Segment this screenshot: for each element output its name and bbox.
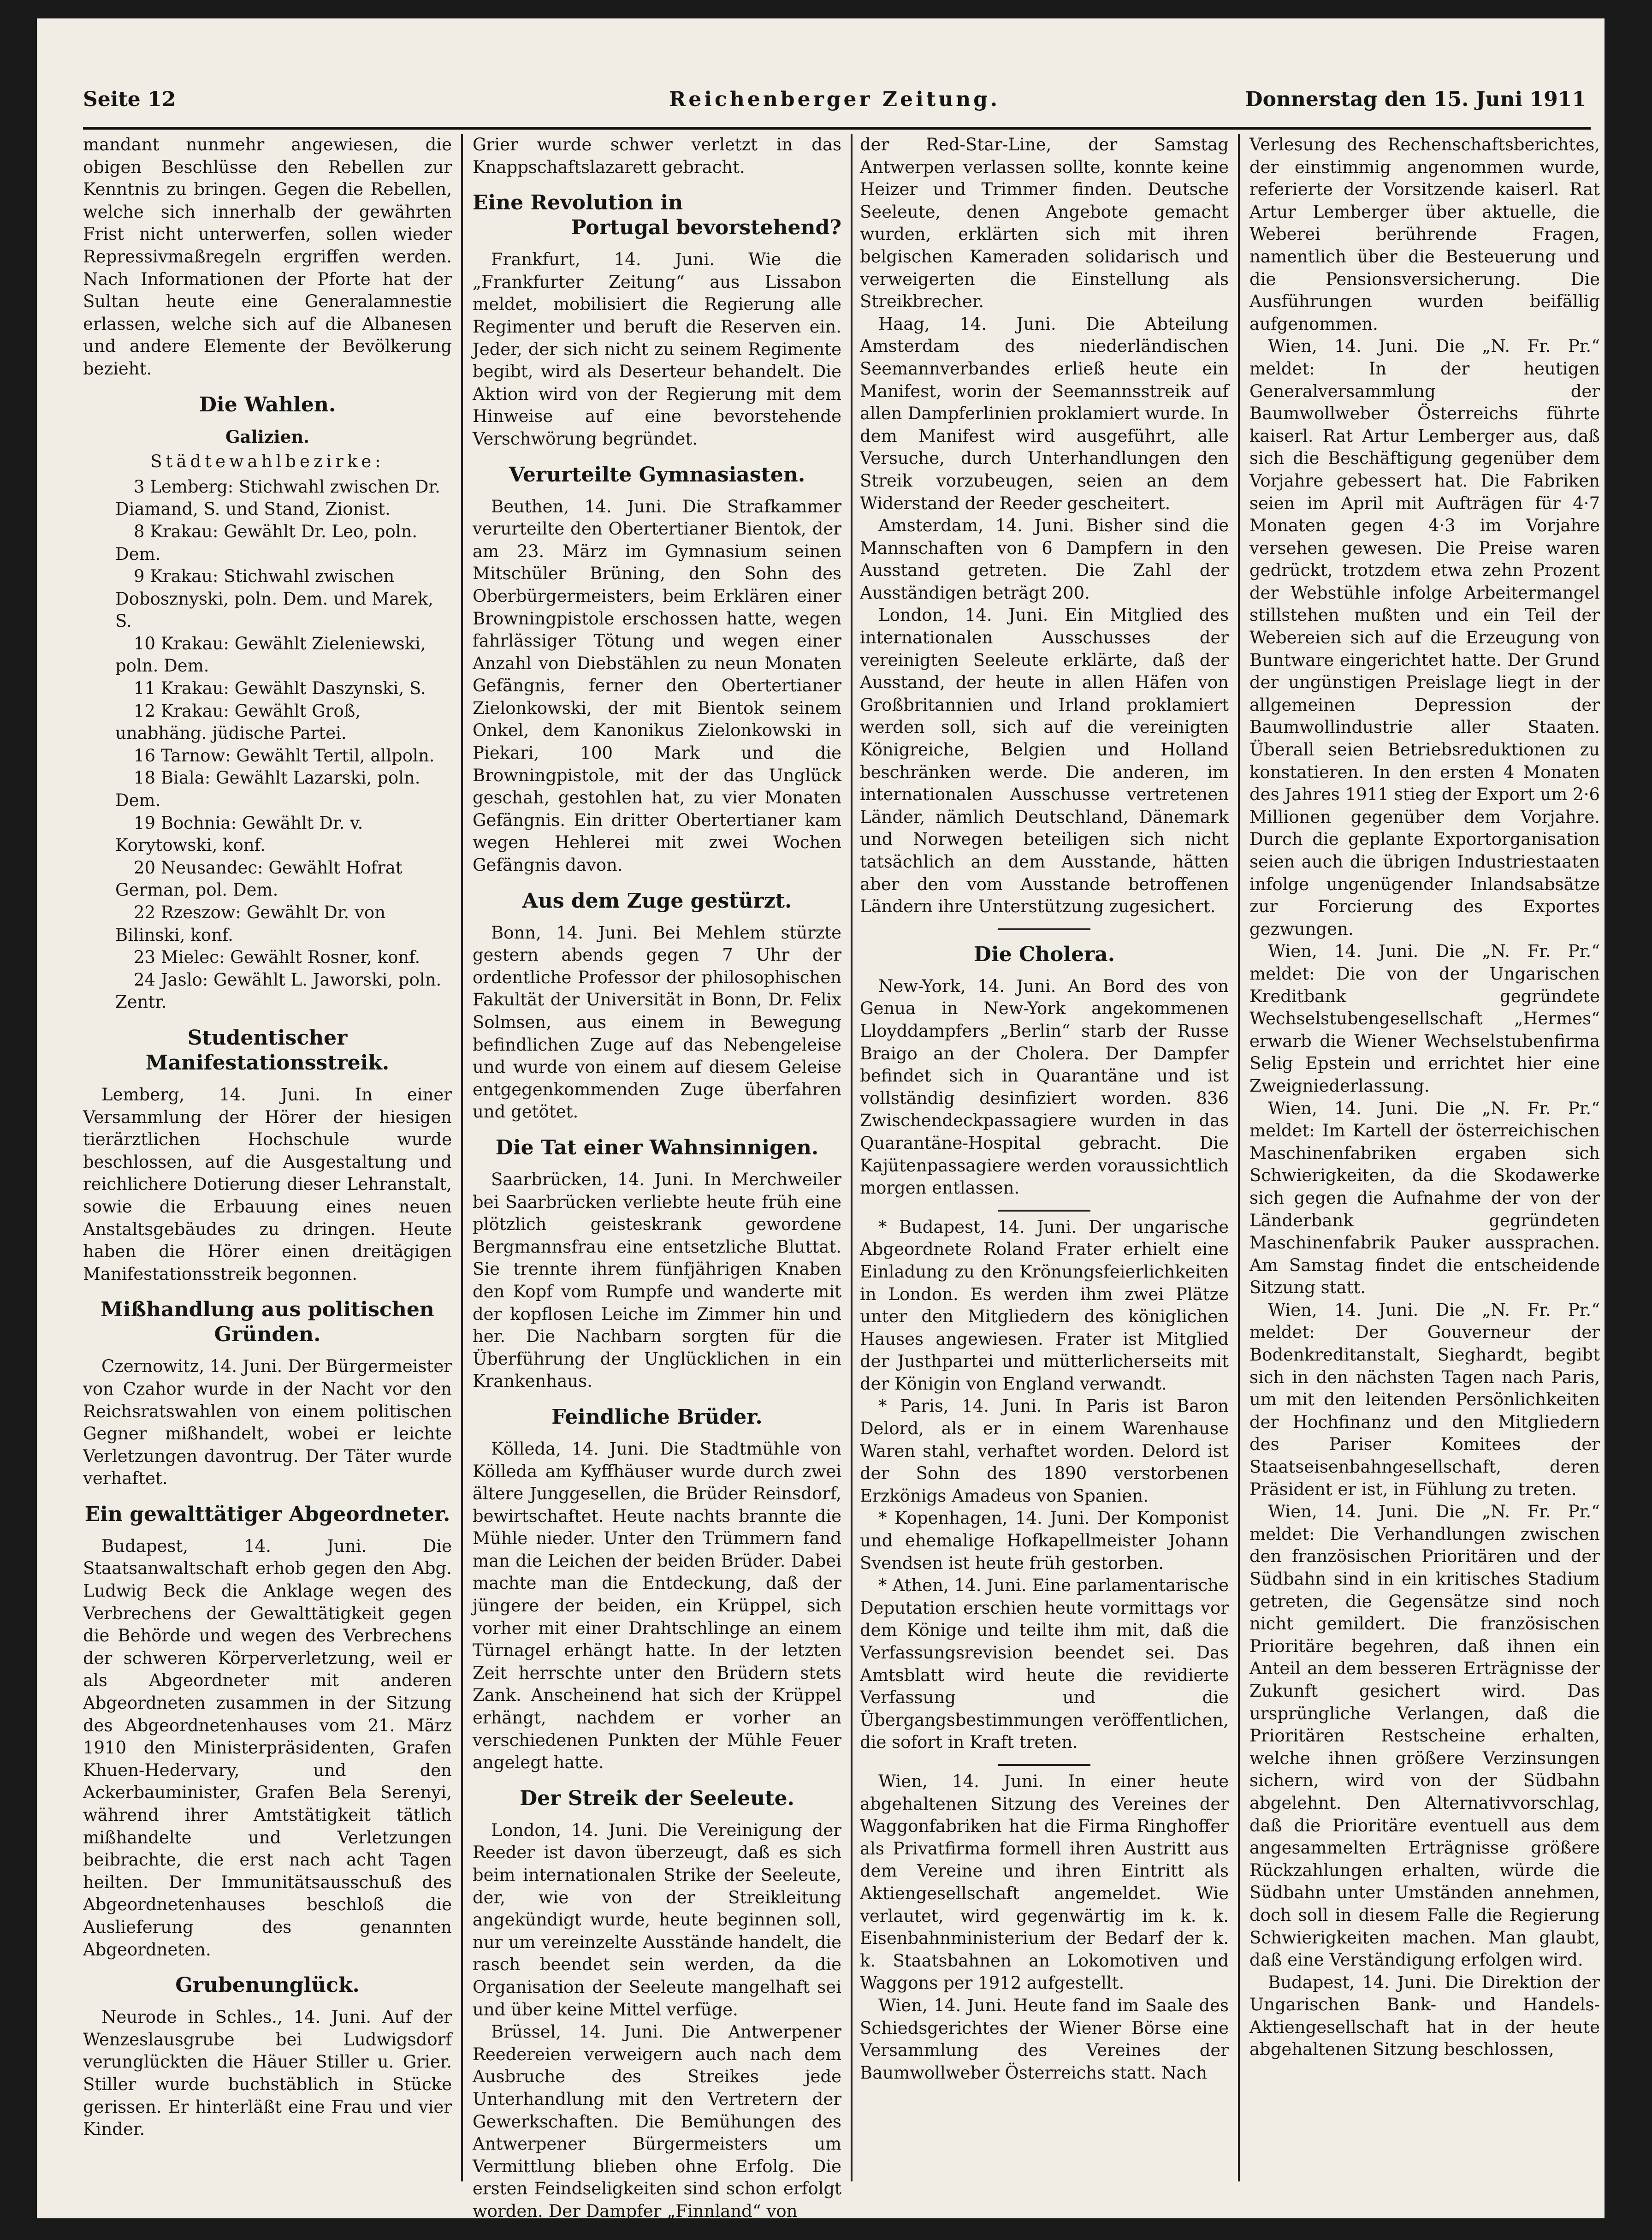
news-item: Wien, 14. Juni. Heute fand im Saale des Schiedsgerichtes der Wiener Börse eine Versammlung des Vereines der Baumwollweber Österreichs statt. Nach [860,1995,1229,2083]
section-rule [998,1210,1090,1212]
article-body: Czernowitz, 14. Juni. Der Bürgermeister von Czahor wurde in der Nacht vor den Reichsratswahlen von einem politischen Gegner mißhandelt, wobei er leichte Verletzungen davontrug. Der Täter wurde verhaftet. [83,1356,452,1489]
column-divider [851,134,853,2181]
election-entry: 22 Rzeszow: Gewählt Dr. von Bilinski, konf. [115,903,386,945]
column-1 [83,134,452,2181]
election-entry: 24 Jaslo: Gewählt L. Jaworski, poln. Zentr. [115,969,442,1012]
page-number: Seite 12 [83,88,176,111]
headline-abgeordneter: Ein gewalttätiger Abgeordneter. [84,1502,450,1526]
news-item: Budapest, 14. Juni. Die Direktion der Ungarischen Bank- und Handels-Aktiengesellschaft hat in der heute abgehaltenen Sitzung beschlossen, [1249,1972,1600,2060]
headline-grubenunglueck: Grubenunglück. [175,1973,360,1997]
article-body: Beuthen, 14. Juni. Die Strafkammer verurteilte den Obertertianer Bientok, der am 23. März im Gymnasium seinen Mitschüler Brüning, den Sohn des Oberbürgermeisters, beim Erklären einer Browningpistole erschossen hatte, wegen fahrlässiger Tötung und wegen einer Anzahl von Diebstählen zu neun Monaten Gefängnis, ferner den Obertertianer Zielonkowski, der mit Bientok seinem Onkel, dem Kanonikus Zielonkowski in Piekari, 100 Mark und die Browningpistole, mit der das Unglück geschah, gestohlen hat, zu vier Monaten Gefängnis. Ein dritter Obertertianer kam wegen Hehlerei mit zwei Wochen Gefängnis davon. [473,496,841,875]
column-2 [473,134,841,2221]
election-entry: 18 Biala: Gewählt Lazarski, poln. Dem. [115,768,420,811]
article-body: Brüssel, 14. Juni. Die Antwerpener Reedereien verweigern auch nach dem Ausbruche des Streikes jede Unterhandlung mit den Vertretern der Gewerkschaften. Die Bemühungen des Antwerpener Bürgermeisters um Vermittlung blieben ohne Erfolg. Die ersten Feindseligkeiten sind schon erfolgt worden. Der Dampfer „Finnland“ von [473,2022,841,2221]
news-item: * Budapest, 14. Juni. Der ungarische Abgeordnete Roland Frater erhielt eine Einladung zu den Krönungsfeierlichkeiten in London. Es werden ihm zwei Plätze unter den Mitgliedern des königlichen Hauses angewiesen. Frater ist Mitglied der Justhpartei und mütterlicherseits mit der Königin von England verwandt. [860,1217,1229,1394]
election-entry: 12 Krakau: Gewählt Groß, unabhäng. jüdische Partei. [115,701,361,743]
headline-zug: Aus dem Zuge gestürzt. [522,889,792,913]
headline-gymnasiasten: Verurteilte Gymnasiasten. [509,463,805,487]
subhead-galizien: Galizien. [225,426,310,447]
election-entry: 19 Bochnia: Gewählt Dr. v. Korytowski, konf. [115,813,363,856]
column-4 [1249,134,1600,2181]
article-body: Lemberg, 14. Juni. In einer Versammlung der Hörer der hiesigen tierärztlichen Hochschule wurde beschlossen, auf die Ausgestaltung und reichlichere Dotierung dieser Lehranstalt, sowie die Erbauung eines neuen Anstaltsgebäudes zu dringen. Heute haben die Hörer einen dreitägigen Manifestationsstreik begonnen. [83,1084,452,1284]
article-body: Bonn, 14. Juni. Bei Mehlem stürzte gestern abends gegen 7 Uhr der ordentliche Professor der philosophischen Fakultät der Universität in Bonn, Dr. Felix Solmsen, aus einem in Bewegung befindlichen Zuge auf das Nebengeleise und wurde von einem auf diesem Geleise entgegenkommenden Zuge überfahren und getötet. [473,922,841,1122]
headline-cholera: Die Cholera. [973,942,1115,966]
headline-manifestationsstreik: Studentischer Manifestationsstreik. [145,1026,390,1075]
headline-brueder: Feindliche Brüder. [551,1405,763,1429]
column-3 [860,134,1229,2181]
election-entry: 23 Mielec: Gewählt Rosner, konf. [134,947,420,968]
masthead-title: Reichenberger Zeitung. [669,88,1001,111]
article-body: Budapest, 14. Juni. Die Staatsanwaltschaft erhob gegen den Abg. Ludwig Beck die Anklage wegen des Verbrechens der Gewalttätigkeit gegen die Behörde und wegen des Verbrechens der schweren Körperverletzung, weil er als Abgeordneter mit anderen Abgeordneten zusammen in der Sitzung des Abgeordnetenhauses vom 21. März 1910 den Ministerpräsidenten, Grafen Khuen-Hedervary, und den Ackerbauminister, Grafen Bela Serenyi, während ihrer Amtstätigkeit tätlich mißhandelte und Verletzungen beibrachte, die erst nach acht Tagen heilten. Der Immunitätsausschuß des Abgeordnetenhauses beschloß die Auslieferung des genannten Abgeordneten. [83,1536,452,1960]
election-entry: 3 Lemberg: Stichwahl zwischen Dr. Diamand, S. und Stand, Zionist. [115,476,440,519]
news-item: * Athen, 14. Juni. Eine parlamentarische Deputation erschien heute vormittags vor dem Könige und teilte ihm mit, daß die Verfassungsrevision beendet sei. Das Amtsblatt wird heute die revidierte Verfassung und die Übergangsbestimmungen veröffentlichen, die sofort in Kraft treten. [860,1575,1229,1753]
article-body: London, 14. Juni. Ein Mitglied des internationalen Ausschusses der vereinigten Seeleute erklärte, daß der Ausstand, der heute in allen Häfen von Großbritannien und Irland proklamiert werden soll, sich auf die vereinigten Königreiche, Belgien und Holland beschränken werde. Die anderen, im internationalen Ausschusse vertretenen Länder, nämlich Deutschland, Dänemark und Norwegen beteiligen sich nicht tatsächlich an dem Ausstande, hätten aber den vom Ausstande betroffenen Ländern ihre Unterstützung zugesichert. [860,605,1229,917]
running-header [83,88,1586,125]
article-continuation: der Red-Star-Line, der Samstag Antwerpen verlassen sollte, konnte keine Heizer und Trimmer finden. Deutsche Seeleute, denen Angebote gemacht wurden, erklärten sich mit ihren belgischen Kameraden solidarisch und verweigerten die Einstellung als Streikbrecher. [860,135,1229,312]
article-body: Saarbrücken, 14. Juni. In Merchweiler bei Saarbrücken verliebte heute früh eine plötzlich geisteskrank gewordene Bergmannsfrau eine entsetzliche Bluttat. Sie trennte ihrem fünfjährigen Knaben den Kopf vom Rumpfe und wanderte mit der kopflosen Leiche im Zimmer hin und her. Die Nachbarn sorgten für die Überführung der Unglücklichen in ein Krankenhaus. [473,1169,841,1391]
headline-seeleute: Der Streik der Seeleute. [520,1786,794,1810]
article-continuation: Verlesung des Rechenschaftsberichtes, der einstimmig angenommen wurde, referierte der Vorsitzende kaiserl. Rat Artur Lemberger über aktuelle, die Weberei berührende Fragen, namentlich über die Besteuerung und die Pensionsversicherung. Die Ausführungen wurden beifällig aufgenommen. [1249,135,1600,334]
newspaper-page [37,18,1605,2221]
headline-wahlen: Die Wahlen. [199,392,336,416]
article-body: London, 14. Juni. Die Vereinigung der Reeder ist davon überzeugt, daß es sich beim internationalen Strike der Seeleute, der, wie von der Streikleitung angekündigt wurde, heute beginnen soll, nur um vereinzelte Ausstände handelt, die rasch beendet sein werden, da die Organisation der Seeleute mangelhaft sei und über keine Mittel verfüge. [473,1820,841,2020]
section-rule [998,1764,1090,1766]
news-item: Wien, 14. Juni. Die „N. Fr. Pr.“ meldet: Die Verhandlungen zwischen den französischen Prioritären und der Südbahn sind in ein kritisches Stadium getreten, die Gegensätze sind noch nicht gemildert. Die französischen Prioritäre begehren, daß ihnen ein Anteil an dem besseren Erträgnisse der Zukunft gesichert wird. Das ursprüngliche Verlangen, daß die Prioritären Restscheine erhalten, welche ihnen größere Verzinsungen sichern, wird von der Südbahn abgelehnt. Den Alternativvorschlag, daß die Prioritäre eventuell aus dem angesammelten Erträgnisse größere Rückzahlungen erhalten, würde die Südbahn unter Umständen annehmen, doch soll in diesem Falle die Regierung Schwierigkeiten machen. Man glaubt, daß eine Verständigung erfolgen wird. [1249,1502,1600,1970]
headline-revolution-line1: Eine Revolution in [473,191,683,215]
headline-revolution-line2: Portugal bevorstehend? [571,216,841,240]
headline-misshandlung: Mißhandlung aus politischen Gründen. [101,1298,434,1347]
election-entry: 11 Krakau: Gewählt Daszynski, S. [134,678,426,699]
article-body: Amsterdam, 14. Juni. Bisher sind die Mannschaften von 6 Dampfern in den Ausstand getreten. Die Zahl der Ausständigen beträgt 200. [860,516,1229,603]
headline-wahnsinnige: Die Tat einer Wahnsinnigen. [495,1135,819,1159]
election-entry: 20 Neusandec: Gewählt Hofrat German, pol. Dem. [115,857,403,900]
header-rule [83,127,1591,130]
election-entry: 9 Krakau: Stichwahl zwischen Dobosznyski, poln. Dem. und Marek, S. [115,566,434,631]
column-divider [461,134,463,2181]
news-item: * Kopenhagen, 14. Juni. Der Komponist und ehemalige Hofkapellmeister Johann Svendsen ist heute früh gestorben. [860,1508,1229,1573]
news-item: Wien, 14. Juni. Die „N. Fr. Pr.“ meldet: Die von der Ungarischen Kreditbank gegründete Wechselstubengesellschaft „Hermes“ erwarb die Wiener Wechselstubenfirma Selig Epstein und errichtet hier eine Zweigniederlassung. [1249,941,1600,1096]
article-continuation: Grier wurde schwer verletzt in das Knappschaftslazarett gebracht. [473,135,841,177]
news-item: Wien, 14. Juni. In einer heute abgehaltenen Sitzung des Vereines der Waggonfabriken hat die Firma Ringhoffer als Privatfirma formell ihren Austritt aus dem Vereine und ihren Eintritt als Aktiengesellschaft angemeldet. Wie verlautet, wird gegenwärtig im k. k. Eisenbahnministerium der Bedarf der k. k. Staatsbahnen an Lokomotiven und Waggons per 1912 aufgestellt. [860,1771,1229,1993]
subhead-staedte: Städtewahlbezirke: [150,452,385,472]
article-body: Haag, 14. Juni. Die Abteilung Amsterdam des niederländischen Seemannverbandes erließ heute ein Manifest, worin der Seemannsstreik auf allen Dampferlinien proklamiert wurde. In dem Manifest wird ausgeführt, alle Versuche, durch Unterhandlungen den Streik vorzubeugen, seien an dem Widerstand der Reeder gescheitert. [860,314,1229,513]
article-body: Kölleda, 14. Juni. Die Stadtmühle von Kölleda am Kyffhäuser wurde durch zwei ältere Junggesellen, die Brüder Reinsdorf, bewirtschaftet. Heute nachts brannte die Mühle nieder. Unter den Trümmern fand man die Leichen der beiden Brüder. Dabei machte man die Entdeckung, daß der jüngere der beiden, ein Krüppel, sich vorher mit einer Drahtschlinge an einem Türnagel erhängt hatte. In der letzten Zeit herrschte unter den Brüdern stets Zank. Anscheinend hat sich der Krüppel erhängt, nachdem er vorher an verschiedenen Punkten der Mühle Feuer angelegt hatte. [473,1438,841,1773]
article-body: New-York, 14. Juni. An Bord des von Genua in New-York angekommenen Lloyddampfers „Berlin“ starb der Russe Braigo an der Cholera. Der Dampfer befindet sich in Quarantäne und ist vollständig desinfiziert worden. 836 Zwischendeckpassagiere wurden in das Quarantäne-Hospital gebracht. Die Kajütenpassagiere werden voraussichtlich morgen entlassen. [860,976,1229,1198]
issue-date: Donnerstag den 15. Juni 1911 [1245,88,1586,111]
election-entry: 10 Krakau: Gewählt Zieleniewski, poln. Dem. [115,633,426,676]
news-item: Wien, 14. Juni. Die „N. Fr. Pr.“ meldet: In der heutigen Generalversammlung der Baumwollweber Österreichs führte kaiserl. Rat Artur Lemberger aus, daß sich die Beschäftigung gegenüber dem Vorjahre gebessert hat. Die Fabriken seien im April mit Aufträgen für 4·7 Monaten gegen 4·3 im Vorjahre versehen gewesen. Die Preise waren gedrückt, trotzdem etwa zehn Prozent der Webstühle infolge Arbeitermangel stillstehen mußten und ein Teil der Webereien sich auf die Erzeugung von Buntware eingerichtet hatte. Der Grund der ungünstigen Preislage liegt in der allgemeinen Depression der Baumwollindustrie aller Staaten. Überall seien Betriebsreduktionen zu konstatieren. In den ersten 4 Monaten des Jahres 1911 stieg der Export um 2·6 Millionen gegenüber dem Vorjahre. Durch die geplante Exportorganisation seien auch die übrigen Industriestaaten infolge ungenügender Inlandsabsätze zur Forcierung des Exportes gezwungen. [1249,336,1600,939]
article-continuation: mandant nunmehr angewiesen, die obigen Beschlüsse den Rebellen zur Kenntnis zu bringen. Gegen die Rebellen, welche sich innerhalb der gewährten Frist nicht unterwerfen, sollen wieder Repressivmaßregeln ergriffen werden. Nach Informationen der Pforte hat der Sultan heute eine Generalamnestie erlassen, welche sich auf die Albanesen und andere Elemente der Bevölkerung bezieht. [83,135,452,379]
column-divider [1238,134,1240,2181]
election-entry: 8 Krakau: Gewählt Dr. Leo, poln. Dem. [115,521,418,564]
article-body: Neurode in Schles., 14. Juni. Auf der Wenzeslausgrube bei Ludwigsdorf verunglückten die Häuer Stiller u. Grier. Stiller wurde buchstäblich in Stücke gerissen. Er hinterläßt eine Frau und vier Kinder. [83,2007,452,2139]
news-item: Wien, 14. Juni. Die „N. Fr. Pr.“ meldet: Der Gouverneur der Bodenkreditanstalt, Sieghardt, begibt sich in den nächsten Tagen nach Paris, um mit den leitenden Persönlichkeiten der Hochfinanz und den Mitgliedern des Pariser Komitees der Staatseisenbahngesellschaft, deren Präsident er ist, in Fühlung zu treten. [1249,1300,1600,1499]
election-entry: 16 Tarnow: Gewählt Tertil, allpoln. [134,745,435,766]
news-item: Wien, 14. Juni. Die „N. Fr. Pr.“ meldet: Im Kartell der österreichischen Maschinenfabriken ergaben sich Schwierigkeiten, da die Skodawerke sich gegen die Aufnahme der von der Länderbank gegründeten Maschinenfabrik Pauker aussprachen. Am Samstag findet die entscheidende Sitzung statt. [1249,1098,1600,1298]
news-item: * Paris, 14. Juni. In Paris ist Baron Delord, als er in einem Warenhause Waren stahl, verhaftet worden. Delord ist der Sohn des 1890 verstorbenen Erzkönigs Amadeus von Spanien. [860,1396,1229,1506]
article-body: Frankfurt, 14. Juni. Wie die „Frankfurter Zeitung“ aus Lissabon meldet, mobilisiert die Regierung alle Regimenter und beruft die Reserven ein. Jeder, der sich nicht zu seinem Regimente begibt, wird als Deserteur behandelt. Die Aktion wird von der Regierung mit dem Hinweise auf eine bevorstehende Verschwörung begründet. [473,250,841,449]
section-rule [998,928,1090,930]
